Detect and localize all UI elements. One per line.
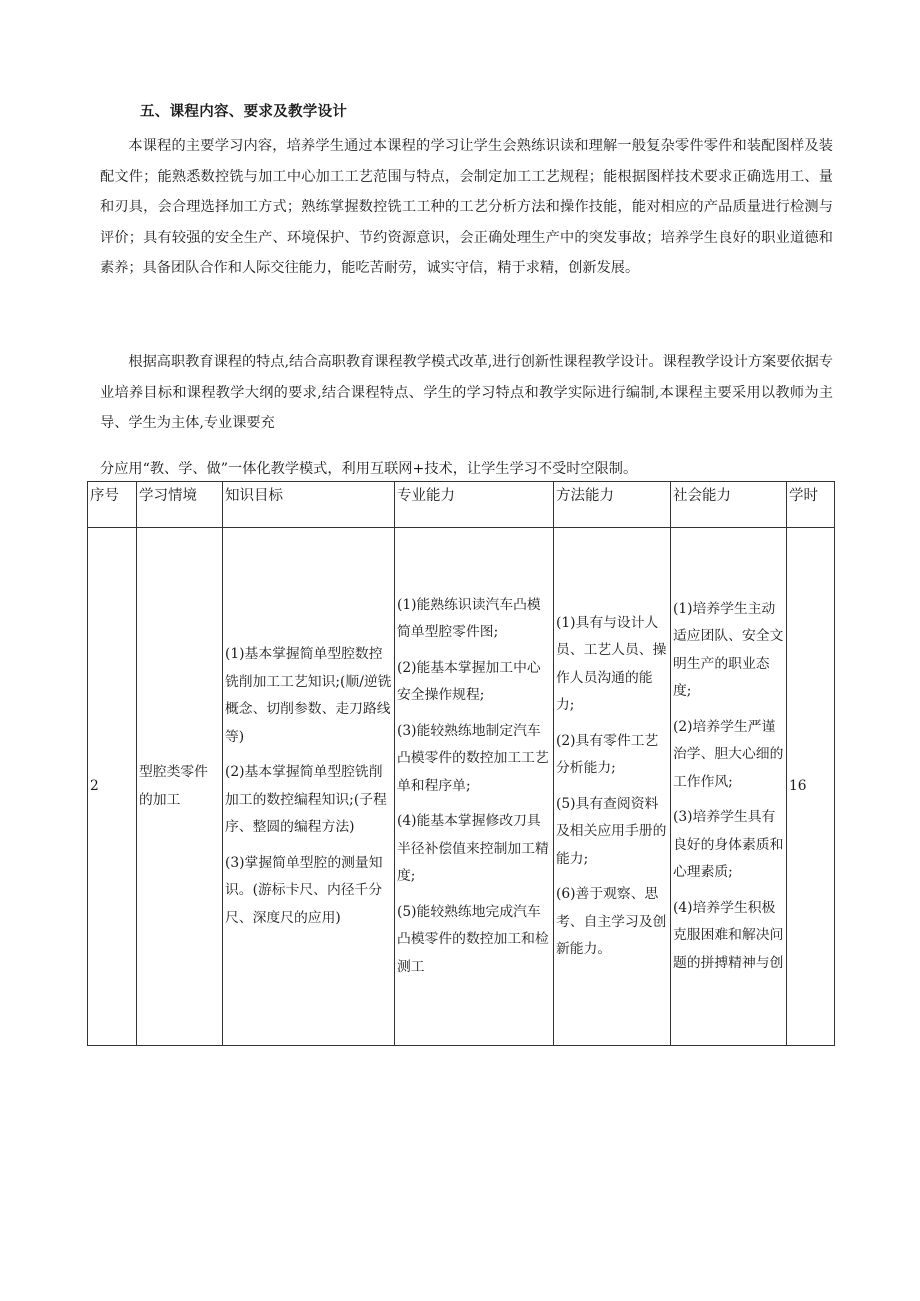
knowledge-item: (3)掌握简单型腔的测量知识。(游标卡尺、内径千分尺、深度尺的应用) bbox=[225, 854, 383, 926]
method-item: (1)具有与设计人员、工艺人员、操作人员沟通的能力; bbox=[556, 614, 667, 713]
cell-method-ability bbox=[554, 528, 671, 1046]
header-knowledge-goals: 知识目标 bbox=[223, 482, 395, 528]
table-row bbox=[88, 528, 835, 1046]
social-item: (4)培养学生积极克服困难和解决问题的拼搏精神与创 bbox=[673, 899, 784, 971]
cell-hours: 16 bbox=[787, 528, 835, 1046]
course-design-table bbox=[87, 481, 835, 1046]
cell-learning-context: 型腔类零件的加工 bbox=[137, 528, 223, 1046]
professional-item: (4)能基本掌握修改刀具半径补偿值来控制加工精度; bbox=[397, 813, 549, 885]
method-item: (5)具有查阅资料及相关应用手册的能力; bbox=[556, 795, 667, 867]
method-item: (2)具有零件工艺分析能力; bbox=[556, 732, 659, 776]
header-number: 序号 bbox=[88, 482, 137, 528]
professional-item: (2)能基本掌握加工中心安全操作规程; bbox=[397, 659, 541, 704]
social-item: (1)培养学生主动适应团队、安全文明生产的职业态度; bbox=[673, 600, 784, 700]
course-content-paragraph: 本课程的主要学习内容，培养学生通过本课程的学习让学生会熟练识读和理解一般复杂零件零件和装配图样及装配文件；能熟悉数控铣与加工中心加工工艺范围与特点，会制定加工工艺规程；能根据图样技术要求正确选用工、量和刃具，会合理选择加工方式；熟练掌握数控铣工工种的工艺分析方法和操作技能，能对相应的产品质量进行检测与评价；具有较强的安全生产、环境保护、节约资源意识，会正确处理生产中的突发事故；培养学生良好的职业道德和素养；具备团队合作和人际交往能力，能吃苦耐劳，诚实守信，精于求精，创新发展。 bbox=[100, 138, 833, 277]
social-item: (2)培养学生严谨治学、胆大心细的工作作风; bbox=[673, 718, 784, 790]
cell-number: 2 bbox=[88, 528, 137, 1046]
knowledge-item: (2)基本掌握简单型腔铣削加工的数控编程知识;(子程序、整圆的编程方法) bbox=[225, 764, 387, 835]
cell-knowledge-goals bbox=[223, 528, 395, 1046]
professional-item: (1)能熟练识读汽车凸模简单型腔零件图; bbox=[397, 596, 541, 641]
teaching-design-paragraph-tail: 分应用“教、学、做”一体化教学模式，利用互联网+技术，让学生学习不受时空限制。 bbox=[100, 461, 638, 477]
cell-professional-ability bbox=[395, 528, 554, 1046]
section-heading: 五、课程内容、要求及教学设计 bbox=[140, 104, 348, 120]
header-hours: 学时 bbox=[787, 482, 835, 528]
method-item: (6)善于观察、思考、自主学习及创新能力。 bbox=[556, 886, 667, 957]
header-professional-ability: 专业能力 bbox=[395, 482, 554, 528]
table-header-row bbox=[88, 482, 835, 528]
header-learning-context: 学习情境 bbox=[137, 482, 223, 528]
knowledge-item: (1)基本掌握简单型腔数控铣削加工工艺知识;(顺/逆铣概念、切削参数、走刀路线等) bbox=[225, 646, 392, 745]
header-method-ability: 方法能力 bbox=[554, 482, 671, 528]
header-social-ability: 社会能力 bbox=[671, 482, 787, 528]
social-item: (3)培养学生具有良好的身体素质和心理素质; bbox=[673, 809, 784, 881]
professional-item: (3)能较熟练地制定汽车凸模零件的数控加工工艺单和程序单; bbox=[397, 722, 549, 794]
professional-item: (5)能较熟练地完成汽车凸模零件的数控加工和检测工 bbox=[397, 903, 549, 975]
teaching-design-paragraph: 根据高职教育课程的特点,结合高职教育课程教学模式改革,进行创新性课程教学设计。课程教学设计方案要依据专业培养目标和课程教学大纲的要求,结合课程特点、学生的学习特点和教学实际进行编制,本课程主要采用以教师为主导、学生为主体,专业课要充 bbox=[100, 354, 833, 432]
cell-social-ability bbox=[671, 528, 787, 1046]
